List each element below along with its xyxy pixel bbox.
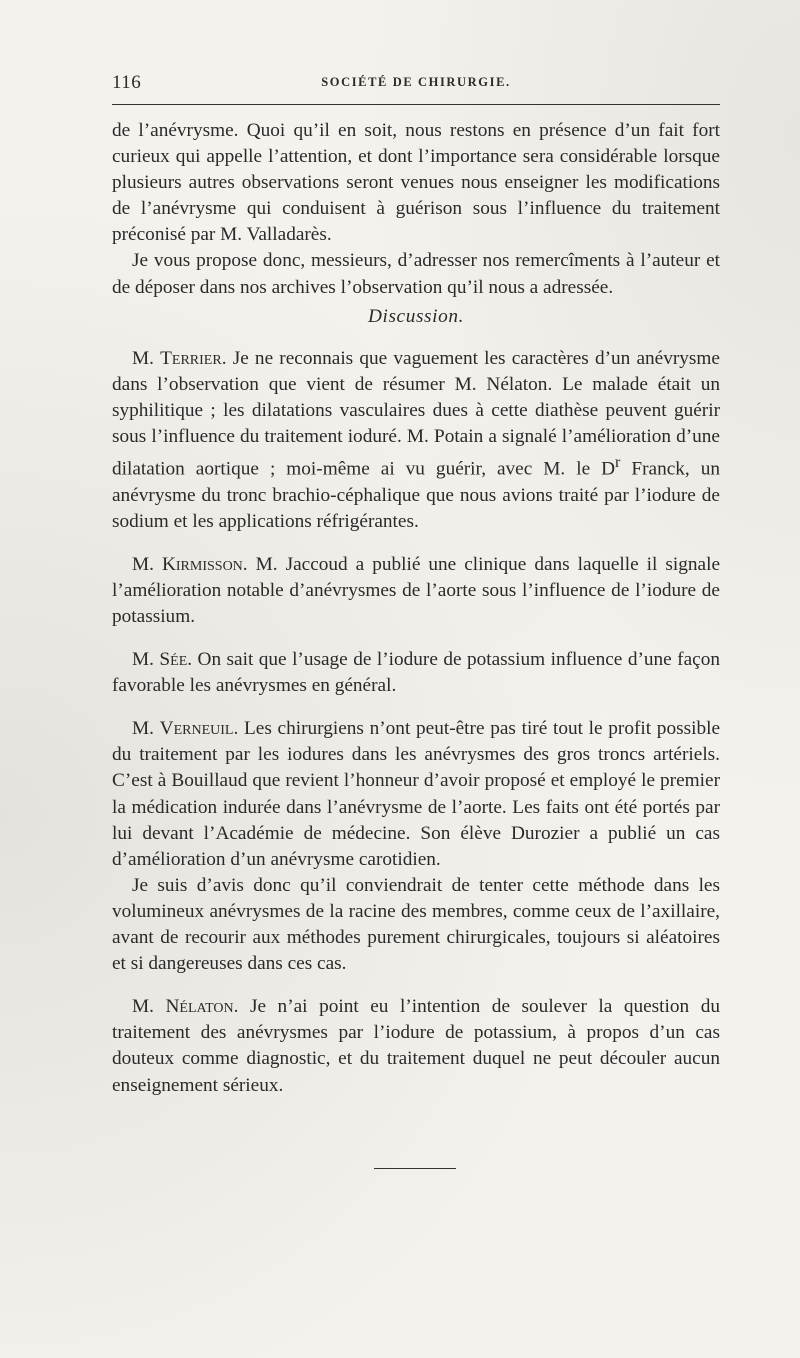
speaker-prefix: M. xyxy=(132,347,154,369)
discussion-heading: Discussion. xyxy=(367,305,465,327)
remark-kirmisson xyxy=(112,552,720,630)
remark-terrier xyxy=(112,346,720,535)
remark-verneuil-text: Les chirurgiens n’ont peut-être pas tiré tout le profit possible du traitement par les iodures dans les anévrysmes des gros troncs artériels. C’est à Bouillaud que revient l’honneur d’avoir proposé et employé le premier la médication indurée dans l’anévrysme de l’aorte. Les faits ont été portés par lui devant l’Académie de médecine. Son élève Durozier a publié un cas d’amélioration d’un anévrysme carotidien. xyxy=(112,718,720,870)
closing-rule xyxy=(374,1168,456,1169)
speaker-prefix: M. xyxy=(132,718,154,740)
header-rule xyxy=(112,104,720,105)
remark-nelaton xyxy=(112,994,720,1098)
page-number: 116 xyxy=(112,72,142,93)
remark-verneuil-continuation: Je suis d’avis donc qu’il conviendrait de tenter cette méthode dans les volumineux anévrysmes de la racine des membres, comme ceux de l’axillaire, avant de recourir aux méthodes purement chirurgicales, toujours si aléatoires et si dangereuses dans ces cas. xyxy=(112,874,720,975)
body-text xyxy=(112,118,720,1099)
remark-see xyxy=(112,647,720,699)
speaker-name-verneuil: Verneuil. xyxy=(159,718,239,740)
doctor-abbrev-superscript: r xyxy=(615,454,621,472)
running-head: SOCIÉTÉ DE CHIRURGIE. xyxy=(321,75,511,89)
remark-see-text: On sait que l’usage de l’iodure de potassium influence d’une façon favorable les anévrysmes en général. xyxy=(112,649,720,697)
remark-kirmisson-text: M. Jaccoud a publié une clinique dans laquelle il signale l’amélioration notable d’anévrysmes de l’aorte sous l’influence de l’iodure de potassium. xyxy=(112,553,721,628)
speaker-name-terrier: Terrier. xyxy=(160,347,227,369)
remark-terrier-text-end: Franck, un anévrysme du tronc brachio-céphalique que nous avions traité par l’iodure de sodium et les applications réfrigérantes. xyxy=(112,458,720,532)
page-header xyxy=(112,72,720,100)
speaker-prefix: M. xyxy=(132,553,154,575)
speaker-prefix: M. xyxy=(132,996,154,1018)
remark-nelaton-text: Je n’ai point eu l’intention de soulever la question du traitement des anévrysmes par l’iodure de potassium, à propos d’un cas douteux comme diagnostic, et du traitement duquel ne peut découler aucun enseignement sérieux. xyxy=(112,996,720,1096)
speaker-name-nelaton: Nélaton. xyxy=(165,996,239,1018)
speaker-name-kirmisson: Kirmisson. xyxy=(161,553,248,575)
paragraph-proposal: Je vous propose donc, messieurs, d’adresser nos remercîments à l’auteur et de déposer dans nos archives l’observation qu’il nous a adressée. xyxy=(112,250,720,298)
remark-verneuil xyxy=(112,716,720,873)
speaker-prefix: M. xyxy=(132,649,154,671)
speaker-name-see: Sée. xyxy=(159,649,193,671)
remark-terrier-text: Je ne reconnais que vaguement les caractères d’un anévrysme dans l’observation que vient de résumer M. Nélaton. Le malade était un syphilitique ; les dilatations vasculaires dues à cette diathèse peuvent guérir sous l’influence du traitement ioduré. M. Potain a signalé l’amélioration d’une dilatation aortique ; moi-même ai vu guérir, avec M. le D xyxy=(112,347,720,480)
paragraph-report-conclusion: de l’anévrysme. Quoi qu’il en soit, nous restons en présence d’un fait fort curieux qui appelle l’attention, et dont l’importance sera considérable lorsque plusieurs autres observations seront venues nous enseigner les modifications de l’anévrysme qui conduisent à guérison sous l’influence du traitement préconisé par M. Valladarès. xyxy=(112,120,720,246)
